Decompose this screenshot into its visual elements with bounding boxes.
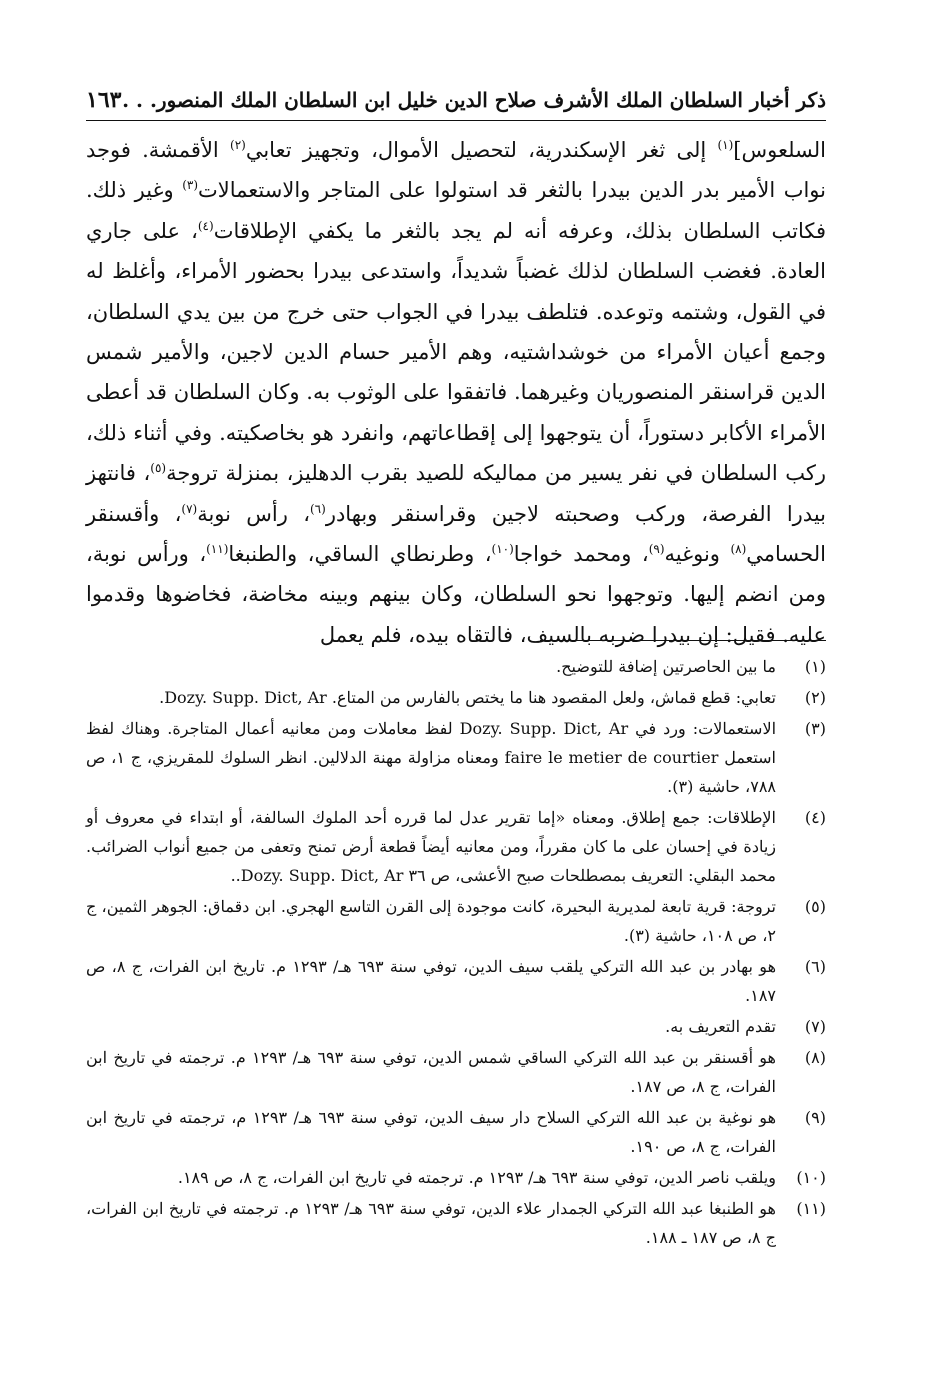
footnote xyxy=(86,803,826,890)
footnote-text: الإطلاقات: جمع إطلاق. ومعناه «إما تقرير عدل لما قرره أحد الملوك السالفة، أو ابتداء في معروف أو زيادة في إحسان على ما كان مقرراً، ومن معانيه أيضاً قطعة أرض تمنح وتعفى من جميع أنواب الضرائب. محمد البقلي: التعريف بمصطلحات صبح الأعشى، ص ٣٦ Dozy. Supp. Dict, Ar.. xyxy=(86,808,776,885)
footnote-number: (١٠) xyxy=(796,1168,826,1187)
footnote xyxy=(86,1043,826,1101)
footnote xyxy=(86,892,826,950)
footnote-text: ويلقب ناصر الدين، توفي سنة ٦٩٣ هـ/ ١٢٩٣ م. ترجمته في تاريخ ابن الفرات، ج ٨، ص ١٨٩. xyxy=(177,1168,776,1187)
body-paragraph xyxy=(86,130,826,655)
footnote-number: (٢) xyxy=(804,688,826,707)
footnote-ref: (٥) xyxy=(150,461,167,476)
body-text-run: ، ورأس نوبة، ومن انضم إليها. وتوجهوا نحو السلطان، وكان بينهم وبينه مخاضة، فخاضوها وقدموا عليه. فقيل: إن بيدرا ضربه بالسيف، فالتقاه بيده، فلم يعمل xyxy=(86,542,826,647)
body-text-run: ونوغيه xyxy=(664,542,731,567)
footnote-ref: (٣) xyxy=(182,178,199,193)
footnotes xyxy=(86,652,826,1254)
footnote-text: هو أقسنقر بن عبد الله التركي الساقي شمس الدين، توفي سنة ٦٩٣ هـ/ ١٢٩٣ م. ترجمته في تاريخ ابن الفرات، ج ٨، ص ١٨٧. xyxy=(86,1048,776,1096)
footnote-ref: (٦) xyxy=(309,501,326,516)
footnote xyxy=(86,714,826,801)
footnote xyxy=(86,683,826,712)
header-title: ذكر أخبار السلطان الملك الأشرف صلاح الدين خليل ابن السلطان الملك المنصور. . . xyxy=(122,88,826,112)
body-text-run: إلى ثغر الإسكندرية، لتحصيل الأموال، وتجهيز تعابي xyxy=(245,138,718,162)
body-text-run: ، وأقسنقر الحسامي xyxy=(86,501,826,567)
body-text-run: السلعوس] xyxy=(733,138,826,162)
footnote-text: تقدم التعريف به. xyxy=(665,1017,776,1036)
footnote-ref: (٨) xyxy=(730,542,747,557)
body-text-run: ، وطرنطاي الساقي، والطنبغا xyxy=(228,542,492,567)
body-text-run: ، ومحمد خواجا xyxy=(513,542,649,567)
footnote xyxy=(86,1194,826,1252)
footnote-ref: (١) xyxy=(717,138,734,152)
footnote-ref: (٤) xyxy=(197,218,214,233)
footnote-number: (٦) xyxy=(804,957,826,976)
footnote-text: هو الطنبغا عبد الله التركي الجمدار علاء الدين، توفي سنة ٦٩٣ هـ/ ١٢٩٣ م. ترجمته في تاريخ ابن الفرات، ج ٨، ص ١٨٧ ـ ١٨٨. xyxy=(86,1199,776,1247)
body-text-run: ، رأس نوبة xyxy=(197,501,310,526)
body-text-run: الأقمشة. فوجد نواب الأمير بدر الدين بيدرا بالثغر قد استولوا على المتاجر والاستعمالات xyxy=(86,138,826,203)
footnote xyxy=(86,952,826,1010)
footnote-text: تروجة: قرية تابعة لمديرية البحيرة، كانت موجودة إلى القرن التاسع الهجري. ابن دقماق: الجوهر الثمين، ج ٢، ص ١٠٨، حاشية (٣). xyxy=(86,897,776,945)
footnote-number: (٨) xyxy=(804,1048,826,1067)
footnote-number: (٣) xyxy=(804,719,826,738)
body-text-run: ، على جاري العادة. فغضب السلطان لذلك غضباً شديداً، واستدعى بيدرا بحضور الأمراء، وأغلظ له في القول، وشتمه وتوعده. فتلطف بيدرا في الجواب حتى خرج من بين يدي السلطان، وجمع أعيان الأمراء من خوشداشتيه، وهم الأمير حسام الدين لاجين، والأمير شمس الدين قراسنقر المنصوريان وغيرهما. فاتفقوا على الوثوب به. وكان السلطان قد أعطى الأمراء الأكابر دستوراً، أن يتوجهوا إلى إقطاعاتهم، وانفرد هو بخاصكيته. وفي أثناء ذلك، ركب السلطان في نفر يسير من مماليكه للصيد بقرب الدهليز، بمنزلة تروجة xyxy=(86,218,826,486)
footnote xyxy=(86,1103,826,1161)
footnote-text: تعابي: قطع قماش، ولعل المقصود هنا ما يختص بالفارس من المتاع. Dozy. Supp. Dict, Ar. xyxy=(159,688,776,707)
page-number: ١٦٣ xyxy=(86,87,122,113)
main-text xyxy=(86,130,826,655)
footnote-ref: (٩) xyxy=(648,542,665,557)
footnote xyxy=(86,1163,826,1192)
footnote-ref: (١٠) xyxy=(491,542,514,557)
footnote-number: (٩) xyxy=(804,1108,826,1127)
body-text-run: ، فانتهز بيدرا الفرصة، وركب وصحبته لاجين وقراسنقر وبهادر xyxy=(86,461,826,526)
footnote-text: ما بين الحاصرتين إضافة للتوضيح. xyxy=(556,657,776,676)
footnote-ref: (٢) xyxy=(230,138,246,152)
footnote-number: (١) xyxy=(804,657,826,676)
footnote-divider xyxy=(540,640,826,641)
footnote-text: هو بهادر بن عبد الله التركي يلقب سيف الدين، توفي سنة ٦٩٣ هـ/ ١٢٩٣ م. تاريخ ابن الفرات، ج ٨، ص ١٨٧. xyxy=(86,957,777,1005)
body-text-run: وغير ذلك. فكاتب السلطان بذلك، وعرفه أنه لم يجد بالثغر ما يكفي الإطلاقات xyxy=(86,178,826,243)
footnote-number: (١١) xyxy=(796,1199,826,1218)
footnote xyxy=(86,652,826,681)
running-header xyxy=(86,80,826,121)
footnote-text: هو نوغية بن عبد الله التركي السلاح دار سيف الدين، توفي سنة ٦٩٣ هـ/ ١٢٩٣ م، ترجمته في تاريخ ابن الفرات، ج ٨، ص ١٩٠. xyxy=(86,1108,777,1156)
footnote xyxy=(86,1012,826,1041)
footnote-ref: (١١) xyxy=(206,542,229,557)
footnote-number: (٥) xyxy=(804,897,826,916)
footnote-number: (٧) xyxy=(804,1017,826,1036)
footnote-text: الاستعمالات: ورد في Dozy. Supp. Dict, Ar لفظ معاملات ومن معانيه أعمال المتاجرة. وهناك لفظ استعمل faire le metier de courtier ومعناه مزاولة مهنة الدلالين. انظر السلوك للمقريزي، ج ١، ص ٧٨٨، حاشية (٣). xyxy=(86,719,777,796)
footnote-ref: (٧) xyxy=(181,501,198,516)
footnote-number: (٤) xyxy=(804,808,826,827)
